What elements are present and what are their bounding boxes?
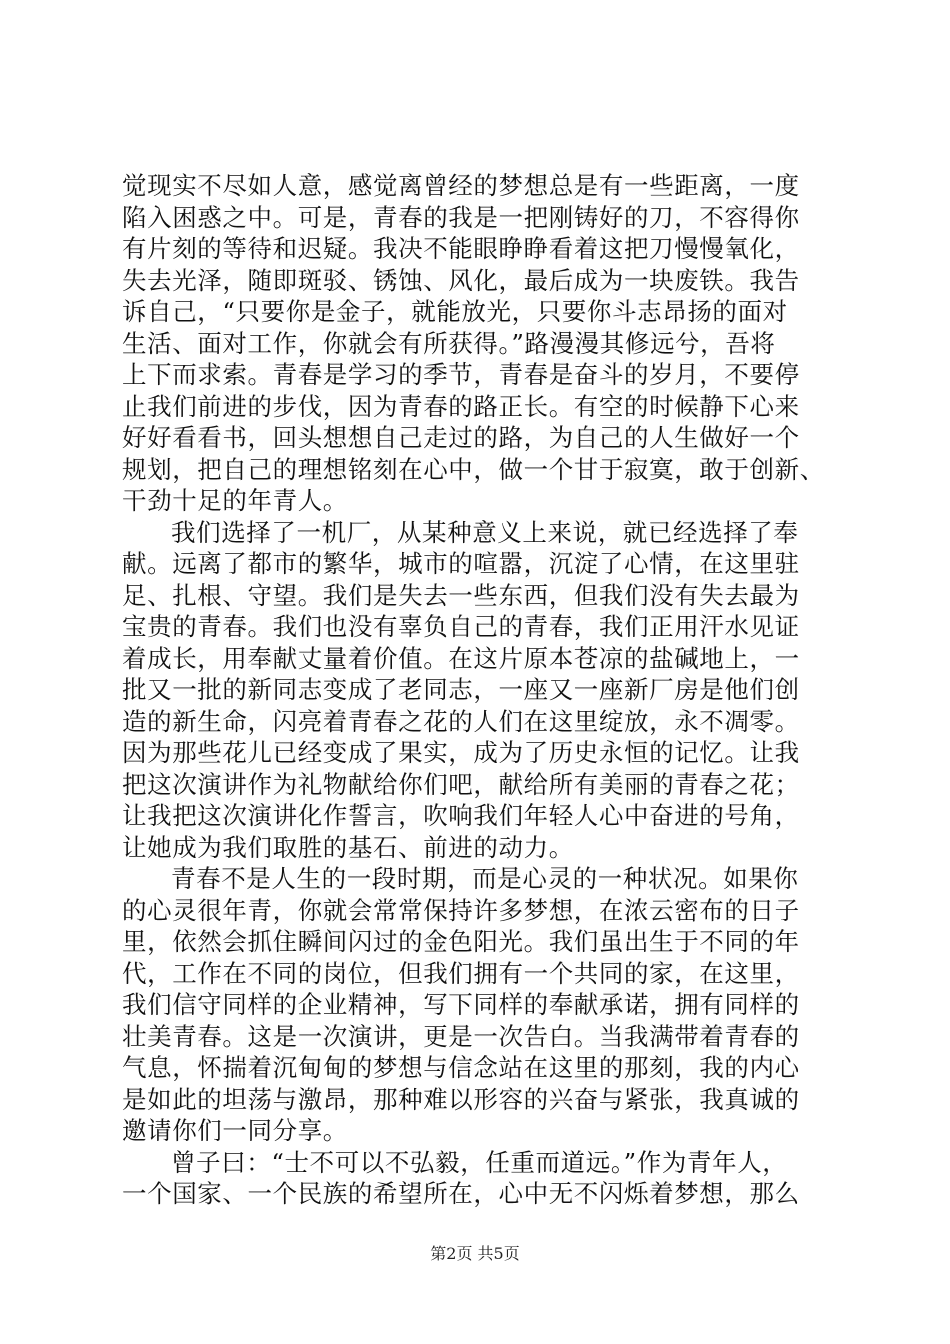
text-line: 邀请你们一同分享。: [122, 1116, 348, 1145]
text-line: 造的新生命，闪亮着青春之花的人们在这里绽放，永不凋零。: [122, 706, 800, 736]
text-line: 陷入困惑之中。可是，青春的我是一把刚铸好的刀，不容得你: [122, 202, 800, 232]
text-line: 上下而求索。青春是学习的季节，青春是奋斗的岁月，不要停: [122, 360, 800, 389]
text-line: 止我们前进的步伐，因为青春的路正长。有空的时候静下心来: [122, 391, 800, 421]
document-body: [122, 170, 842, 1210]
text-line: 好好看看书，回头想想自己走过的路，为自己的人生做好一个: [122, 423, 800, 452]
text-line: 觉现实不尽如人意，感觉离曾经的梦想总是有一些距离，一度: [122, 171, 800, 200]
text-line: 干劲十足的年青人。: [122, 486, 348, 515]
text-line: 壮美青春。这是一次演讲，更是一次告白。当我满带着青春的: [122, 1021, 800, 1051]
text-line: 生活、面对工作，你就会有所获得。”路漫漫其修远兮，吾将: [122, 328, 776, 358]
text-line: 一个国家、一个民族的希望所在，心中无不闪烁着梦想，那么: [122, 1179, 800, 1208]
text-line: 规划，把自己的理想铭刻在心中，做一个甘于寂寞，敢于创新、: [122, 454, 825, 484]
text-line: 献。远离了都市的繁华，城市的喧嚣，沉淀了心情，在这里驻: [122, 549, 800, 578]
paragraph: [122, 517, 842, 864]
text-line: 青春不是人生的一段时期，而是心灵的一种状况。如果你: [171, 864, 799, 893]
text-line: 诉自己，“只要你是金子，就能放光，只要你斗志昂扬的面对: [122, 297, 788, 326]
paragraph: [122, 863, 842, 1147]
text-line: 让我把这次演讲化作誓言，吹响我们年轻人心中奋进的号角，: [122, 801, 800, 830]
text-line: 曾子曰：“士不可以不弘毅，任重而道远。”作为青年人，: [171, 1147, 788, 1177]
text-line: 因为那些花儿已经变成了果实，成为了历史永恒的记忆。让我: [122, 738, 800, 767]
text-line: 有片刻的等待和迟疑。我决不能眼睁睁看着这把刀慢慢氧化，: [122, 234, 800, 263]
page-number-footer: 第2页 共5页: [430, 1244, 520, 1263]
text-line: 着成长，用奉献丈量着价值。在这片原本苍凉的盐碱地上，一: [122, 643, 800, 673]
text-line: 我们信守同样的企业精神，写下同样的奉献承诺，拥有同样的: [122, 990, 800, 1019]
text-line: 里，依然会抓住瞬间闪过的金色阳光。我们虽出生于不同的年: [122, 927, 800, 956]
text-line: 把这次演讲作为礼物献给你们吧，献给所有美丽的青春之花；: [122, 769, 800, 799]
text-line: 宝贵的青春。我们也没有辜负自己的青春，我们正用汗水见证: [122, 612, 800, 641]
text-line: 失去光泽，随即斑驳、锈蚀、风化，最后成为一块废铁。我告: [122, 265, 800, 295]
text-line: 气息，怀揣着沉甸甸的梦想与信念站在这里的那刻，我的内心: [122, 1053, 800, 1082]
text-line: 批又一批的新同志变成了老同志，一座又一座新厂房是他们创: [122, 675, 800, 704]
paragraph: [122, 170, 842, 517]
paragraph: [122, 1147, 842, 1210]
text-line: 代，工作在不同的岗位，但我们拥有一个共同的家，在这里，: [122, 958, 800, 988]
text-line: 是如此的坦荡与激昂，那种难以形容的兴奋与紧张，我真诚的: [122, 1084, 800, 1114]
text-line: 我们选择了一机厂，从某种意义上来说，就已经选择了奉: [171, 517, 799, 547]
text-line: 让她成为我们取胜的基石、前进的动力。: [122, 832, 574, 862]
text-line: 足、扎根、守望。我们是失去一些东西，但我们没有失去最为: [122, 580, 800, 610]
text-line: 的心灵很年青，你就会常常保持许多梦想，在浓云密布的日子: [122, 895, 800, 925]
